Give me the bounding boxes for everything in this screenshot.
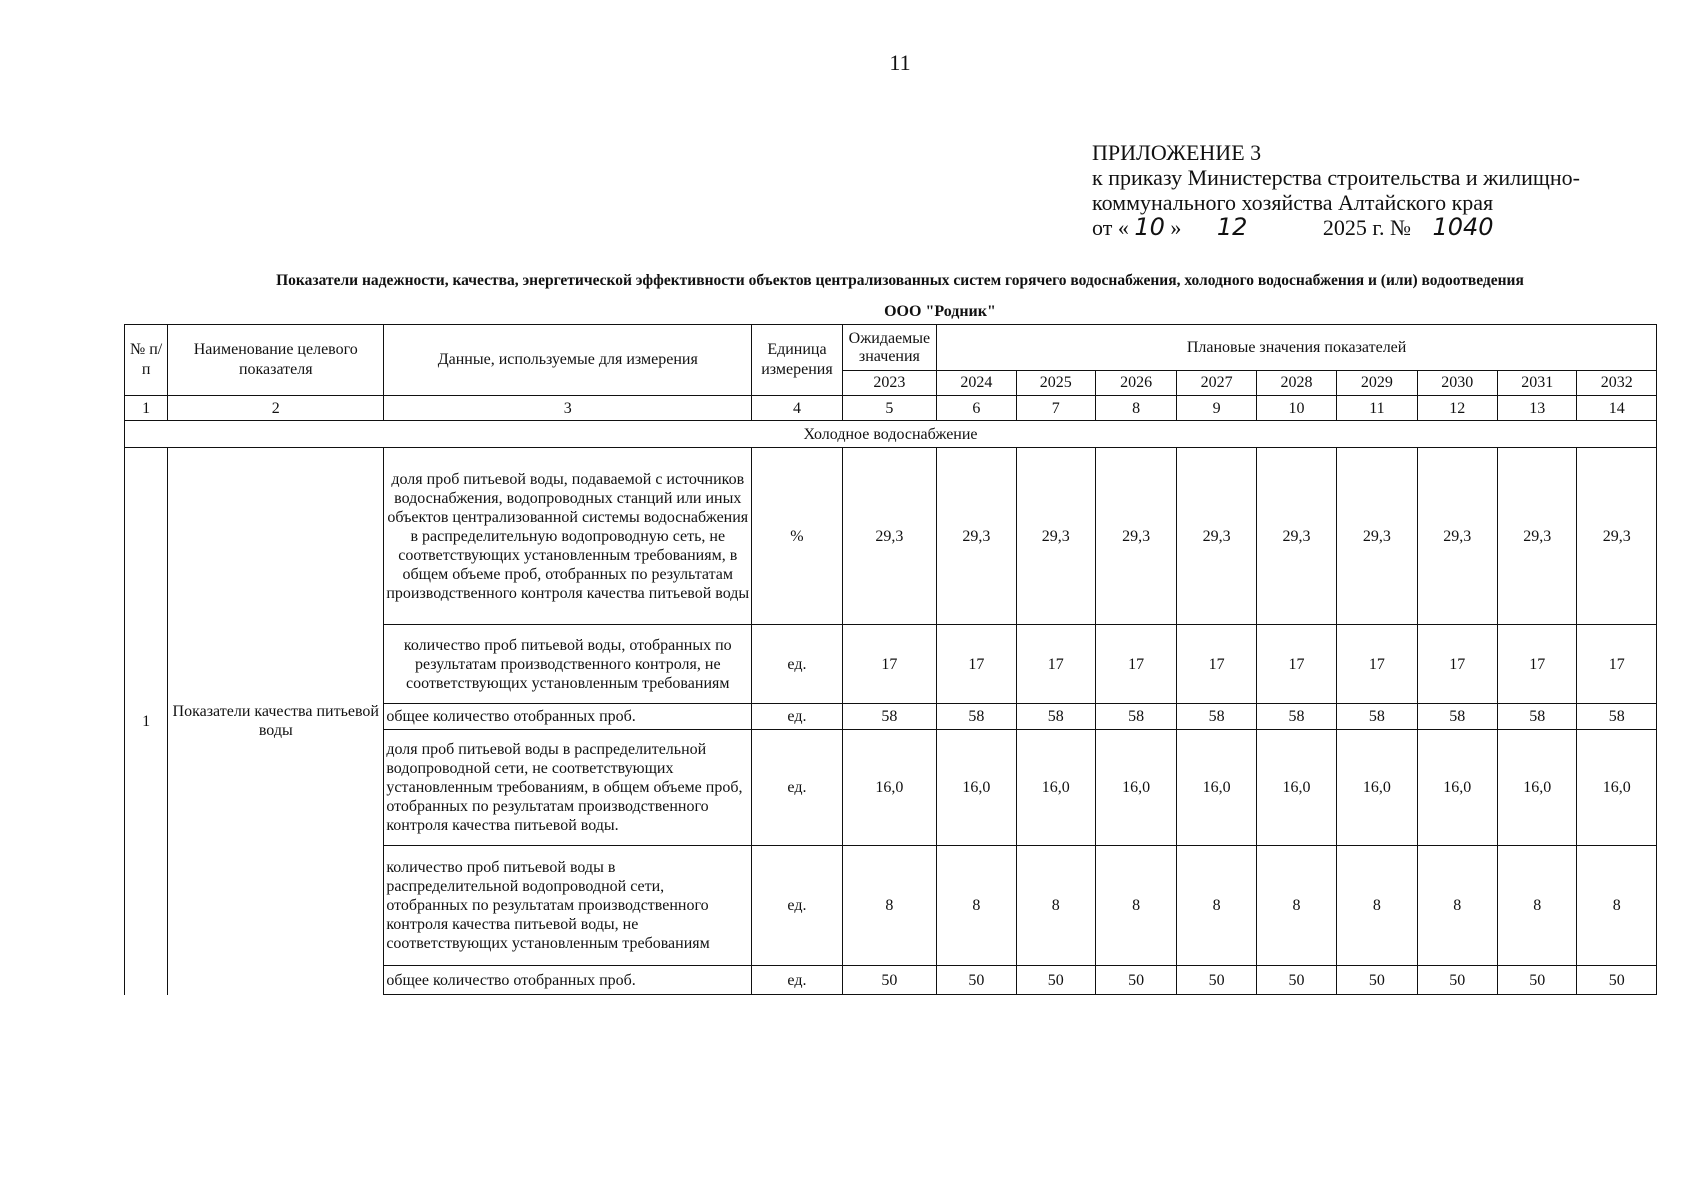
- header-year: 2031: [1498, 371, 1577, 396]
- column-number: 11: [1337, 396, 1417, 421]
- unit-cell: ед.: [752, 966, 842, 995]
- value-cell: 8: [1498, 846, 1577, 966]
- value-cell: 29,3: [1417, 448, 1497, 625]
- value-cell: 8: [1577, 846, 1657, 966]
- value-cell: 17: [1577, 625, 1657, 704]
- unit-cell: ед.: [752, 846, 842, 966]
- header-year: 2027: [1177, 371, 1256, 396]
- value-cell: 16,0: [1256, 730, 1336, 846]
- value-cell: 29,3: [1498, 448, 1577, 625]
- header-expected: Ожидаемые значения: [842, 325, 936, 371]
- header-num: № п/п: [125, 325, 168, 396]
- value-cell: 29,3: [1177, 448, 1256, 625]
- organization-name: ООО "Родник": [884, 303, 996, 320]
- measurement-data: общее количество отобранных проб.: [384, 966, 752, 995]
- column-number: 9: [1177, 396, 1256, 421]
- appendix-title: ПРИЛОЖЕНИЕ 3: [1092, 140, 1262, 165]
- value-cell: 8: [1177, 846, 1256, 966]
- value-cell: 58: [937, 704, 1016, 730]
- appendix-line-2: коммунального хозяйства Алтайского края: [1092, 190, 1494, 215]
- value-cell: 50: [1016, 966, 1095, 995]
- document-title: Показатели надежности, качества, энергетической эффективности объектов централизованных систем горячего водоснабжения, холодного водоснабжения и (или) водоотведения: [276, 272, 1524, 289]
- value-cell: 29,3: [1337, 448, 1417, 625]
- column-number: 8: [1095, 396, 1176, 421]
- value-cell: 50: [1256, 966, 1336, 995]
- value-cell: 8: [1417, 846, 1497, 966]
- value-cell: 16,0: [1498, 730, 1577, 846]
- value-cell: 58: [1256, 704, 1336, 730]
- value-cell: 50: [1337, 966, 1417, 995]
- value-cell: 16,0: [937, 730, 1016, 846]
- value-cell: 17: [1337, 625, 1417, 704]
- value-cell: 8: [1016, 846, 1095, 966]
- measurement-data: доля проб питьевой воды в распределительной водопроводной сети, не соответствующих установленным требованиям, в общем объеме проб, отобранных по результатам производственного контроля качества питьевой воды.: [384, 730, 752, 846]
- appendix-line-1: к приказу Министерства строительства и жилищно-: [1092, 165, 1580, 190]
- value-cell: 29,3: [937, 448, 1016, 625]
- value-cell: 50: [1417, 966, 1497, 995]
- value-cell: 16,0: [1095, 730, 1176, 846]
- value-cell: 16,0: [1016, 730, 1095, 846]
- date-mid: »: [1170, 215, 1182, 240]
- measurement-data: общее количество отобранных проб.: [384, 704, 752, 730]
- column-number: 13: [1498, 396, 1577, 421]
- value-cell: 17: [1095, 625, 1176, 704]
- value-cell: 29,3: [1016, 448, 1095, 625]
- handwritten-order-number: 1040: [1432, 213, 1494, 241]
- value-cell: 50: [937, 966, 1016, 995]
- value-cell: 16,0: [1177, 730, 1256, 846]
- value-cell: 29,3: [842, 448, 936, 625]
- value-cell: 58: [1577, 704, 1657, 730]
- value-cell: 17: [1256, 625, 1336, 704]
- header-year: 2024: [937, 371, 1016, 396]
- value-cell: 8: [1256, 846, 1336, 966]
- value-cell: 50: [842, 966, 936, 995]
- value-cell: 16,0: [1577, 730, 1657, 846]
- value-cell: 58: [1337, 704, 1417, 730]
- value-cell: 17: [1417, 625, 1497, 704]
- section-cold-water: Холодное водоснабжение: [125, 421, 1657, 448]
- value-cell: 58: [842, 704, 936, 730]
- handwritten-month: 12: [1216, 213, 1248, 241]
- header-year: 2028: [1256, 371, 1336, 396]
- value-cell: 50: [1577, 966, 1657, 995]
- measurement-data: количество проб питьевой воды в распределительной водопроводной сети, отобранных по результатам производственного контроля качества питьевой воды, не соответствующих установленным требованиям: [384, 846, 752, 966]
- value-cell: 17: [937, 625, 1016, 704]
- year-number-label: 2025 г. №: [1322, 215, 1411, 240]
- value-cell: 16,0: [1417, 730, 1497, 846]
- header-unit: Единица измерения: [752, 325, 842, 396]
- measurement-data: количество проб питьевой воды, отобранных по результатам производственного контроля, не соответствующих установленным требованиям: [384, 625, 752, 704]
- date-prefix: от «: [1092, 215, 1129, 240]
- value-cell: 17: [1016, 625, 1095, 704]
- header-data: Данные, используемые для измерения: [384, 325, 752, 396]
- column-number: 14: [1577, 396, 1657, 421]
- header-year: 2032: [1577, 371, 1657, 396]
- value-cell: 8: [1095, 846, 1176, 966]
- header-planned: Плановые значения показателей: [937, 325, 1657, 371]
- column-number: 2: [168, 396, 384, 421]
- header-year: 2026: [1095, 371, 1176, 396]
- value-cell: 58: [1177, 704, 1256, 730]
- handwritten-day: 10: [1134, 213, 1165, 241]
- page-number: 11: [889, 50, 911, 75]
- value-cell: 58: [1095, 704, 1176, 730]
- value-cell: 8: [842, 846, 936, 966]
- header-year: 2023: [842, 371, 936, 396]
- column-number: 7: [1016, 396, 1095, 421]
- value-cell: 17: [842, 625, 936, 704]
- column-number: 1: [125, 396, 168, 421]
- value-cell: 8: [1337, 846, 1417, 966]
- column-number: 5: [842, 396, 936, 421]
- column-number: 12: [1417, 396, 1497, 421]
- appendix-date-line: [1092, 215, 1580, 240]
- column-number: 4: [752, 396, 842, 421]
- value-cell: 50: [1177, 966, 1256, 995]
- measurement-data: доля проб питьевой воды, подаваемой с источников водоснабжения, водопроводных станций или иных объектов централизованной системы водоснабжения в распределительную водопроводную сеть, не соответствующих установленным требованиям, в общем объеме проб, отобранных по результатам производственного контроля качества питьевой воды: [384, 448, 752, 625]
- unit-cell: ед.: [752, 730, 842, 846]
- indicators-table: [124, 324, 1657, 995]
- value-cell: 16,0: [1337, 730, 1417, 846]
- value-cell: 58: [1016, 704, 1095, 730]
- indicator-name: Показатели качества питьевой воды: [168, 448, 384, 995]
- column-number: 6: [937, 396, 1016, 421]
- column-number: 10: [1256, 396, 1336, 421]
- unit-cell: %: [752, 448, 842, 625]
- value-cell: 8: [937, 846, 1016, 966]
- value-cell: 16,0: [842, 730, 936, 846]
- header-indicator: Наименование целевого показателя: [168, 325, 384, 396]
- header-year: 2030: [1417, 371, 1497, 396]
- value-cell: 17: [1498, 625, 1577, 704]
- value-cell: 17: [1177, 625, 1256, 704]
- value-cell: 58: [1498, 704, 1577, 730]
- value-cell: 50: [1498, 966, 1577, 995]
- value-cell: 29,3: [1095, 448, 1176, 625]
- value-cell: 50: [1095, 966, 1176, 995]
- table-row: [125, 448, 1657, 625]
- value-cell: 58: [1417, 704, 1497, 730]
- value-cell: 29,3: [1577, 448, 1657, 625]
- header-year: 2029: [1337, 371, 1417, 396]
- row-number: 1: [125, 448, 168, 995]
- appendix-block: [1092, 140, 1580, 240]
- unit-cell: ед.: [752, 625, 842, 704]
- header-year: 2025: [1016, 371, 1095, 396]
- column-number: 3: [384, 396, 752, 421]
- unit-cell: ед.: [752, 704, 842, 730]
- value-cell: 29,3: [1256, 448, 1336, 625]
